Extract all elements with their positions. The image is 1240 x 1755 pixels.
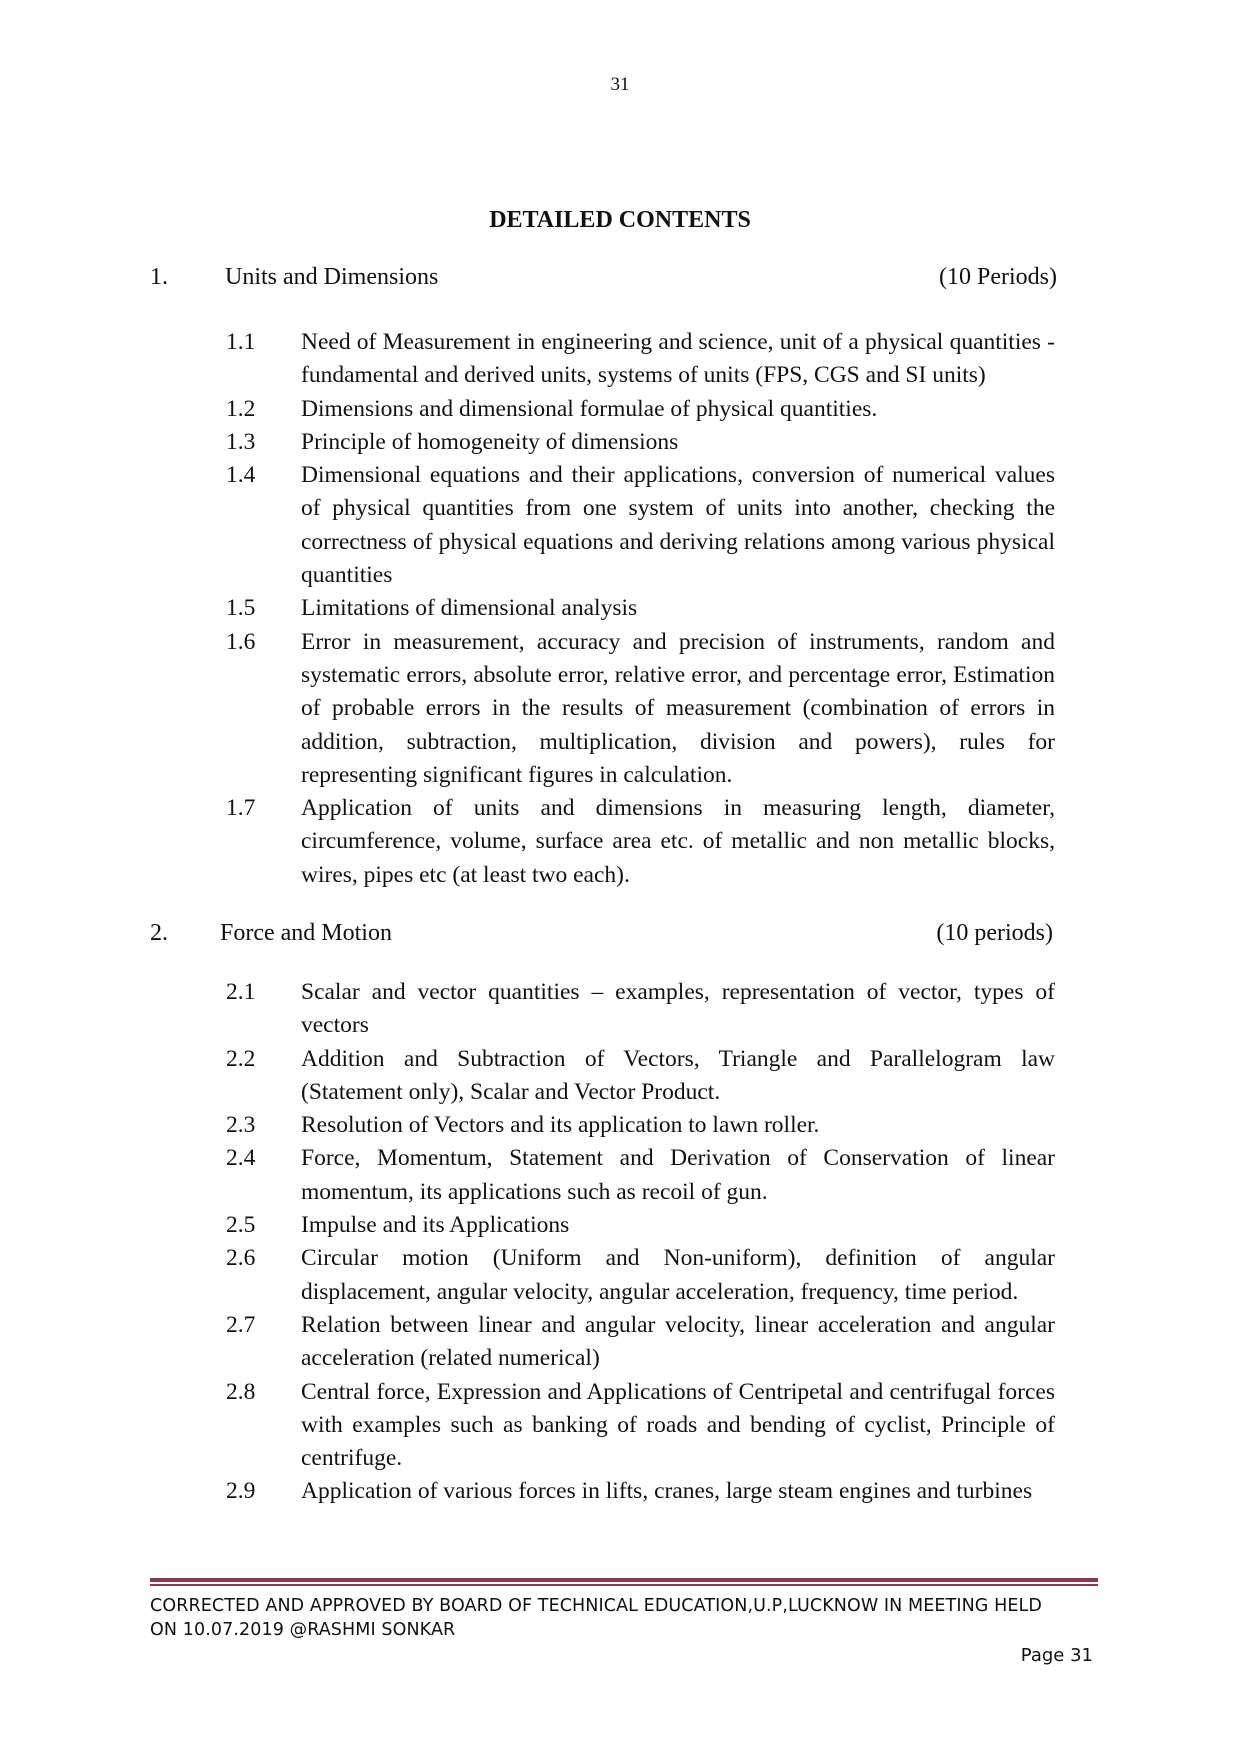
list-item	[226, 1043, 1055, 1110]
section-items	[226, 326, 1055, 892]
section-1	[150, 264, 1055, 892]
footer-rule-thin	[150, 1584, 1098, 1586]
section-number: 1.	[150, 264, 168, 290]
item-number: 2.5	[226, 1212, 256, 1239]
item-number: 2.6	[226, 1245, 256, 1272]
item-number: 1.7	[226, 795, 256, 822]
item-number: 2.9	[226, 1478, 256, 1505]
footer-rule	[150, 1578, 1098, 1586]
item-text: Addition and Subtraction of Vectors, Triangle and Parallelogram law (Statement only), Scalar and Vector Product.	[301, 1045, 1055, 1105]
item-number: 2.2	[226, 1045, 256, 1072]
item-number: 2.4	[226, 1145, 256, 1172]
list-item	[226, 459, 1055, 592]
page-title: DETAILED CONTENTS	[489, 207, 751, 233]
section-name: Force and Motion	[220, 920, 392, 946]
item-number: 1.5	[226, 595, 256, 622]
list-item	[226, 1109, 1055, 1142]
footer-line-1: CORRECTED AND APPROVED BY BOARD OF TECHNICAL EDUCATION,U.P,LUCKNOW IN MEETING HELD	[150, 1596, 1042, 1616]
list-item	[226, 1209, 1055, 1242]
list-item	[226, 1475, 1055, 1508]
item-text: Dimensions and dimensional formulae of physical quantities.	[301, 395, 878, 422]
item-text: Limitations of dimensional analysis	[301, 595, 638, 622]
list-item	[226, 1242, 1055, 1309]
item-text: Dimensional equations and their applications, conversion of numerical values of physical quantities from one system of units into another, checking the correctness of physical equations and deriving relations among various physical quantities	[301, 462, 1055, 589]
item-text: Application of various forces in lifts, cranes, large steam engines and turbines	[301, 1478, 1033, 1505]
item-number: 2.1	[226, 979, 256, 1005]
item-number: 1.6	[226, 628, 256, 655]
section-name: Units and Dimensions	[225, 264, 439, 290]
footer-line-2: ON 10.07.2019 @RASHMI SONKAR	[150, 1620, 456, 1640]
section-heading	[150, 920, 1055, 954]
item-text: Relation between linear and angular velocity, linear acceleration and angular acceleration (related numerical)	[301, 1311, 1055, 1372]
item-text: Circular motion (Uniform and Non-uniform), definition of angular displacement, angular velocity, angular acceleration, frequency, time period.	[301, 1245, 1055, 1305]
list-item	[226, 1309, 1055, 1376]
item-number: 1.4	[226, 462, 256, 489]
footer-rule-thick	[150, 1578, 1098, 1582]
item-text: Scalar and vector quantities – examples, representation of vector, types of vectors	[301, 979, 1055, 1039]
section-periods: (10 Periods)	[939, 264, 1057, 290]
section-heading	[150, 264, 1055, 298]
list-item	[226, 393, 1055, 426]
footer-page-number: Page 31	[1020, 1645, 1093, 1666]
item-text: Principle of homogeneity of dimensions	[301, 428, 679, 455]
section-2	[150, 920, 1055, 1509]
section-periods: (10 periods)	[936, 920, 1053, 946]
item-text: Central force, Expression and Applications of Centripetal and centrifugal forces with examples such as banking of roads and bending of cyclist, Principle of centrifuge.	[301, 1378, 1055, 1472]
item-number: 1.2	[226, 395, 256, 422]
list-item	[226, 592, 1055, 625]
list-item	[226, 626, 1055, 792]
item-number: 2.7	[226, 1311, 256, 1338]
section-items	[226, 976, 1055, 1509]
item-text: Force, Momentum, Statement and Derivation of Conservation of linear momentum, its applications such as recoil of gun.	[301, 1145, 1055, 1205]
list-item	[226, 426, 1055, 459]
item-text: Impulse and its Applications	[301, 1212, 570, 1239]
page-number: 31	[610, 74, 630, 95]
item-number: 1.3	[226, 428, 256, 455]
item-text: Need of Measurement in engineering and science, unit of a physical quantities - fundamental and derived units, systems of units (FPS, CGS and SI units)	[301, 329, 1055, 389]
list-item	[226, 1142, 1055, 1209]
item-number: 1.1	[226, 329, 256, 355]
item-text: Application of units and dimensions in measuring length, diameter, circumference, volume, surface area etc. of metallic and non metallic blocks, wires, pipes etc (at least two each).	[301, 795, 1055, 888]
item-number: 2.8	[226, 1378, 256, 1405]
list-item	[226, 1376, 1055, 1476]
item-number: 2.3	[226, 1112, 256, 1139]
list-item	[226, 792, 1055, 892]
item-text: Resolution of Vectors and its application to lawn roller.	[301, 1112, 820, 1139]
section-number: 2.	[150, 920, 168, 946]
list-item	[226, 976, 1055, 1043]
item-text: Error in measurement, accuracy and precision of instruments, random and systematic errors, absolute error, relative error, and percentage error, Estimation of probable errors in the results of measurement (combination of errors in addition, subtraction, multiplication, division and powers), rules for representing significant figures in calculation.	[301, 628, 1055, 788]
footer-note	[150, 1594, 1090, 1642]
list-item	[226, 326, 1055, 393]
